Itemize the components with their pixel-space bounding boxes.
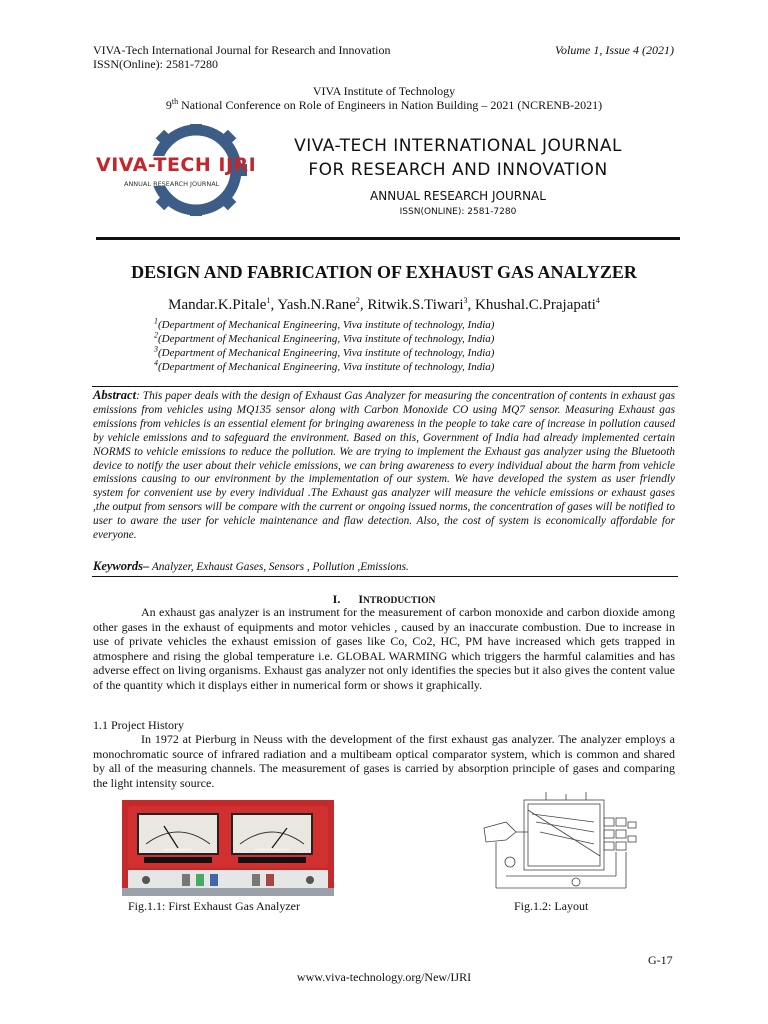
keywords (93, 560, 675, 575)
figure-caption: Fig.1.2: Layout (514, 899, 589, 913)
author-name: Khushal.C.Prajapati (475, 297, 596, 313)
viva-tech-logo (96, 124, 276, 216)
logo-title-line2: FOR RESEARCH AND INNOVATION (308, 160, 608, 180)
logo-brand-text: VIVA-TECH IJRI (96, 154, 257, 176)
logo-title-line1: VIVA-TECH INTERNATIONAL JOURNAL (294, 136, 622, 156)
abstract-text: : This paper deals with the design of Exhaust Gas Analyzer for measuring the concentration of contents in exhaust gas emissions from vehicles using MQ135 sensor along with Carbon Monoxide CO using MQ7 sensor. Measuring Exhaust gas emissions from vehicles is an essential element for bringing awareness in the people to take care of increase in pollution caused by vehicle emissions and to safeguard the environment. Based on this, Government of India had already implemented certain NORMS to vehicle emissions to reduce the pollution. We are trying to implement the Exhaust gas analyzer using the Bluetooth device to notify the user about their vehicle emissions, we can bring awareness to every individual about the harm from vehicle emissions causing to our environment by the implementation of our system. We have developed the system as user friendly system for convenient use by every individual .The Exhaust gas analyzer will measure the vehicle emissions or exhaust gases ,the output from sensors will be compare with the current or ongoing issued norms, the concentration of gases will be notified to user to aware the user for vehicle maintenance and flaw detection. Also, the cost of system is economically affordable for everyone. (93, 390, 675, 542)
keywords-text: Analyzer, Exhaust Gases, Sensors , Pollution ,Emissions. (149, 561, 409, 573)
abstract-rule-bottom (92, 576, 678, 577)
author-name: Mandar.K.Pitale (168, 297, 267, 313)
affiliation: $^3$(Department of Mechanical Engineering, Viva institute of technology, India) (154, 344, 495, 359)
paper-title: DESIGN AND FABRICATION OF EXHAUST GAS ANALYZER (131, 262, 637, 282)
affiliation: $^2$(Department of Mechanical Engineering, Viva institute of technology, India) (154, 330, 495, 345)
header-rule (96, 237, 680, 240)
intro-paragraph: An exhaust gas analyzer is an instrument for the measurement of carbon monoxide and carbon dioxide among other gases in the exhaust of equipments and motor vehicles , caused by an inaccurate combustion. Due to increase in use of private vehicles the exhaust emission of gases like Co, Co2, HC, PM have increased which gets trapped in atmosphere and rising the global temperature i.e. GLOBAL WARMING which triggers the harmful calamities and has adverse effect on living organisms. Exhaust gas analyzer not only identifies the species but it also gives the content value of the quantity which it displays either in numerical form or shows it graphically. (93, 605, 675, 692)
keywords-label: Keywords– (93, 559, 150, 573)
abstract-label: Abstract (93, 388, 137, 402)
volume-issue: Volume 1, Issue 4 (2021) (555, 43, 674, 57)
abstract-rule-top (92, 386, 678, 387)
gauge-label-left: HYDROCARBON (164, 848, 192, 852)
logo-issn: ISSN(ONLINE): 2581-7280 (399, 207, 517, 217)
journal-name-header: VIVA-Tech International Journal for Research and Innovation (93, 43, 391, 57)
page-number: G-17 (648, 953, 673, 967)
figure-caption: Fig.1.1: First Exhaust Gas Analyzer (128, 899, 300, 913)
issn-header: ISSN(Online): 2581-7280 (93, 57, 218, 71)
footer-url[interactable]: www.viva-technology.org/New/IJRI (296, 970, 472, 984)
institute-name: VIVA Institute of Technology (312, 84, 456, 98)
figure-analyzer-photo (122, 800, 334, 896)
author-name: Yash.N.Rane (277, 297, 356, 313)
logo-brand-subtext: ANNUAL RESEARCH JOURNAL (124, 180, 220, 188)
author-list: Mandar.K.Pitale$^1$, Yash.N.Rane$^2$, Ritwik.S.Tiwari$^3$, Khushal.C.Prajapati$^4$ (168, 296, 600, 313)
subsection-heading: 1.1 Project History (93, 718, 184, 732)
history-paragraph: In 1972 at Pierburg in Neuss with the development of the first exhaust gas analyzer. The analyzer employs a monochromatic source of infrared radiation and a multibeam optical comparator system, which is common and shared by all of the measuring channels. The measurement of gases is carried by absorption principle of gases and comparing the light intensity source. (93, 732, 675, 790)
figure-layout-drawing (476, 792, 654, 896)
affiliation: $^4$(Department of Mechanical Engineering, Viva institute of technology, India) (154, 358, 495, 373)
gauge-label-right: CARBON MONOXIDE (254, 848, 290, 852)
conference-line: 9th National Conference on Role of Engineers in Nation Building – 2021 (NCRENB-2021) (165, 97, 603, 112)
logo-subtitle: ANNUAL RESEARCH JOURNAL (370, 189, 546, 203)
affiliation-list (154, 318, 494, 374)
author-name: Ritwik.S.Tiwari (367, 297, 464, 313)
section-heading: I. INTRODUCTION (332, 592, 436, 606)
affiliation: $^1$(Department of Mechanical Engineering, Viva institute of technology, India) (154, 316, 495, 331)
abstract (93, 389, 675, 543)
